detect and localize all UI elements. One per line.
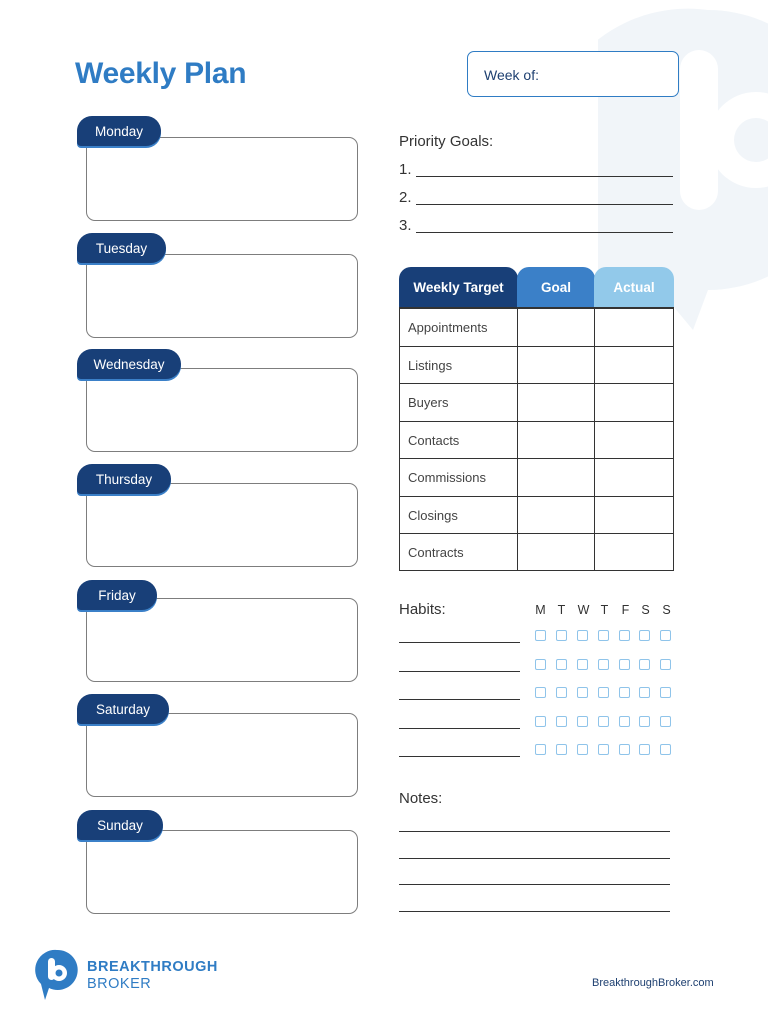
day-box-sunday[interactable] [86,830,358,914]
target-label: Appointments [408,320,488,335]
table-row[interactable] [400,496,673,534]
habit-checkbox[interactable] [598,630,609,641]
day-label-thursday: Thursday [77,464,171,494]
habit-checkbox[interactable] [619,687,630,698]
priority-goal-3[interactable] [399,217,412,234]
habit-checkbox[interactable] [535,716,546,727]
target-label: Closings [408,507,458,523]
notes-line[interactable] [399,911,670,912]
habit-day-header: M [535,603,546,617]
table-row[interactable] [400,458,673,496]
habit-checkbox[interactable] [556,630,567,641]
target-label: Contacts [408,432,460,448]
priority-goals-label: Priority Goals: [399,133,494,150]
day-label-saturday: Saturday [77,694,169,724]
habit-checkbox[interactable] [639,687,650,698]
habit-name-line[interactable] [399,671,520,672]
habit-checkbox[interactable] [660,716,671,727]
priority-goal-rule [416,232,673,233]
brand-name-line1: BREAKTHROUGH [87,959,218,975]
habit-checkbox[interactable] [619,716,630,727]
priority-goal-rule [416,204,673,205]
habit-day-header: F [621,603,630,617]
day-label-wednesday: Wednesday [77,349,181,379]
day-box-friday[interactable] [86,598,358,682]
header-goal: Goal [517,267,595,307]
day-label-friday: Friday [77,580,157,610]
habit-day-header: S [662,603,671,617]
habit-checkbox[interactable] [535,744,546,755]
target-label: Buyers [408,395,449,410]
breakthrough-logo-icon [35,948,79,1002]
habit-checkbox[interactable] [639,716,650,727]
habit-checkbox[interactable] [598,687,609,698]
priority-goal-number: 1. [399,161,412,178]
habit-checkbox[interactable] [556,716,567,727]
day-box-saturday[interactable] [86,713,358,797]
table-row[interactable] [400,308,673,346]
notes-line[interactable] [399,858,670,859]
habit-checkbox[interactable] [535,630,546,641]
habit-checkbox[interactable] [556,687,567,698]
table-row[interactable] [400,346,673,384]
habit-checkbox[interactable] [660,659,671,670]
table-row[interactable] [400,533,673,571]
page-title: Weekly Plan [75,57,247,90]
notes-label: Notes: [399,790,443,807]
habit-checkbox[interactable] [660,744,671,755]
habit-day-header: T [600,603,609,617]
habit-checkbox[interactable] [619,744,630,755]
habit-checkbox[interactable] [577,687,588,698]
habit-checkbox[interactable] [660,630,671,641]
notes-line[interactable] [399,831,670,832]
day-box-wednesday[interactable] [86,368,358,452]
brand-name-line2: BROKER [87,976,152,992]
habit-checkbox[interactable] [577,744,588,755]
habit-name-line[interactable] [399,699,520,700]
habit-day-header: T [557,603,566,617]
notes-line[interactable] [399,884,670,885]
habit-checkbox[interactable] [556,744,567,755]
habits-label: Habits: [399,601,446,618]
habit-checkbox[interactable] [577,716,588,727]
day-label-monday: Monday [77,116,161,146]
priority-goal-1[interactable] [399,161,412,178]
habit-checkbox[interactable] [660,687,671,698]
habit-name-line[interactable] [399,756,520,757]
priority-goal-rule [416,176,673,177]
header-weekly-target: Weekly Target [399,267,518,307]
week-of-label: Week of: [484,67,539,83]
target-label: Listings [408,357,453,373]
habit-checkbox[interactable] [639,744,650,755]
day-box-tuesday[interactable] [86,254,358,338]
priority-goal-number: 3. [399,217,412,234]
habit-checkbox[interactable] [598,716,609,727]
habit-day-header: W [577,603,590,617]
habit-checkbox[interactable] [535,687,546,698]
website-link[interactable]: BreakthroughBroker.com [592,977,714,989]
day-label-sunday: Sunday [77,810,163,840]
priority-goal-2[interactable] [399,189,412,206]
habit-checkbox[interactable] [639,630,650,641]
target-label: Commissions [408,470,487,485]
habit-checkbox[interactable] [598,744,609,755]
target-label: Contracts [408,545,464,560]
habit-checkbox[interactable] [556,659,567,670]
day-box-thursday[interactable] [86,483,358,567]
habit-checkbox[interactable] [577,630,588,641]
weekly-target-table [399,307,674,571]
habit-checkbox[interactable] [619,630,630,641]
habit-checkbox[interactable] [577,659,588,670]
day-label-tuesday: Tuesday [77,233,166,263]
table-row[interactable] [400,421,673,459]
day-box-monday[interactable] [86,137,358,221]
week-of-field[interactable] [467,51,679,97]
habit-checkbox[interactable] [619,659,630,670]
habit-checkbox[interactable] [639,659,650,670]
habit-name-line[interactable] [399,642,520,643]
table-row[interactable] [400,383,673,421]
habit-checkbox[interactable] [535,659,546,670]
habit-day-header: S [641,603,650,617]
priority-goal-number: 2. [399,189,412,206]
header-actual: Actual [594,267,674,307]
habit-checkbox[interactable] [598,659,609,670]
habit-name-line[interactable] [399,728,520,729]
